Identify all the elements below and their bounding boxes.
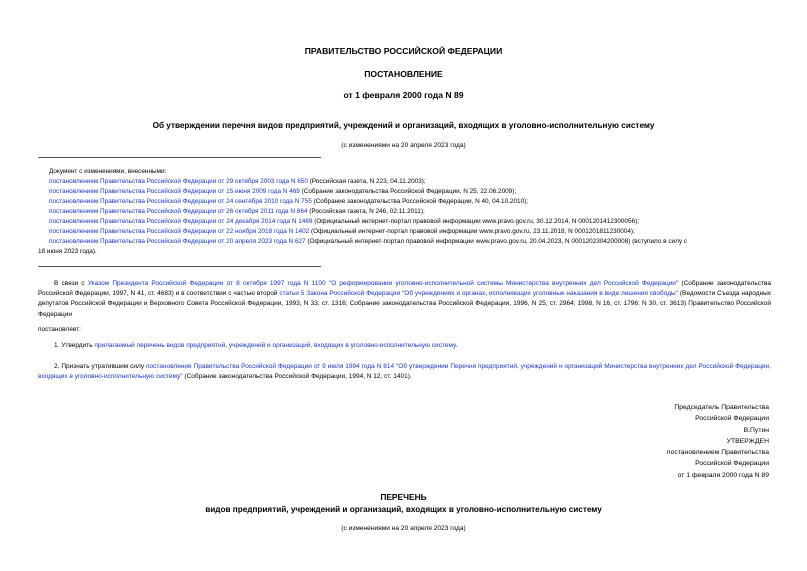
item-text: (Собрание законодательства Российской Федерации, 1994, N 12, ст. 1401). bbox=[182, 373, 412, 381]
preamble-paragraph bbox=[38, 279, 771, 320]
change-source: (Официальный интернет-портал правовой информации www.pravo.gov.ru, 20.04.2023, N 0001202304200008) (вступило в силу с bbox=[305, 238, 688, 245]
document-date-number: от 1 февраля 2000 года N 89 bbox=[343, 90, 464, 100]
change-last-line: 18 июня 2023 года). bbox=[38, 248, 97, 255]
item-text: 1. Утвердить bbox=[54, 342, 95, 349]
change-item bbox=[49, 187, 784, 197]
approval-line: Российской Федерации bbox=[695, 460, 769, 468]
signature-line: В.Путин bbox=[743, 426, 769, 434]
list-revision-note: (с изменениями на 20 апреля 2023 года) bbox=[341, 525, 466, 532]
change-link[interactable]: постановлением Правительства Российской Федерации от 26 октября 2011 года N 864 bbox=[49, 208, 308, 215]
change-link[interactable]: постановлением Правительства Российской Федерации от 24 декабря 2014 года N 1469 bbox=[49, 218, 313, 225]
document-title: Об утверждении перечня видов предприятий, учреждений и организаций, входящих в уголовно-исполнительную систему bbox=[152, 121, 655, 130]
change-source: (Российская газета, N 223, 04.11.2003); bbox=[307, 178, 426, 185]
change-item bbox=[49, 237, 784, 247]
changes-intro: Документ с изменениями, внесенными: bbox=[49, 168, 167, 175]
preamble-text: (Ведомости Съезда народных депутатов Российской Федерации и Верховного Совета Российской Федерации, 1993, N 33, ст. 1316; Собрание законодательства Российской Федерации, 1996, N 25, ст. 2964; 1998, N 16, ст. 1796; N 30, ст. 3613) Правительство Российской Федерации bbox=[38, 290, 771, 318]
list-subtitle: видов предприятий, учреждений и организаций, входящих в уголовно-исполнительную систему bbox=[205, 505, 602, 514]
document-type: ПОСТАНОВЛЕНИЕ bbox=[364, 69, 443, 79]
change-link[interactable]: постановлением Правительства Российской Федерации от 24 сентября 2010 года N 755 bbox=[49, 198, 312, 205]
change-link[interactable]: постановлением Правительства Российской Федерации от 22 ноября 2018 года N 1402 bbox=[49, 228, 310, 235]
change-link[interactable]: постановлением Правительства Российской Федерации от 29 октября 2003 года N 650 bbox=[49, 178, 308, 185]
decree-link[interactable]: Указом Президента Российской Федерации от 8 октября 1997 года N 1100 "О реформировании уголовно-исполнительной системы Министерства внутренних дел Российской Федерации" bbox=[87, 280, 679, 287]
item-1 bbox=[38, 341, 771, 351]
change-source: (Российская газета, N 246, 02.11.2011); bbox=[307, 208, 425, 215]
signature-line: Председатель Правительства bbox=[674, 404, 769, 411]
changes-bottom-divider bbox=[38, 266, 321, 267]
resolves-label: постановляет: bbox=[38, 326, 81, 333]
change-link[interactable]: постановлением Правительства Российской Федерации от 15 июня 2009 года N 469 bbox=[49, 188, 300, 195]
approval-line: постановлением Правительства bbox=[666, 449, 769, 457]
signature-line: Российской Федерации bbox=[695, 415, 769, 423]
approval-line: от 1 февраля 2000 года N 89 bbox=[677, 471, 769, 479]
change-link[interactable]: постановлением Правительства Российской Федерации от 20 апреля 2023 года N 627 bbox=[49, 238, 306, 245]
change-source: (Официальный интернет-портал правовой информации www.pravo.gov.ru, 30.12.2014, N 0001201412300056); bbox=[312, 218, 640, 225]
change-source: (Официальный интернет-портал правовой информации www.pravo.gov.ru, 23.11.2018, N 0001201811230004); bbox=[309, 228, 635, 235]
approved-list-link[interactable]: прилагаемый перечень видов предприятий, учреждений и организаций, входящих в уголовно-исполнительную систему bbox=[94, 342, 456, 349]
approval-line: УТВЕРЖДЕН bbox=[726, 437, 769, 445]
change-item bbox=[49, 177, 784, 187]
government-name: ПРАВИТЕЛЬСТВО РОССИЙСКОЙ ФЕДЕРАЦИИ bbox=[304, 46, 503, 56]
law-article-link[interactable]: статьи 5 Закона Российской Федерации "Об учреждениях и органах, исполняющих уголовные наказания в виде лишения свободы" bbox=[279, 290, 679, 298]
item-text: . bbox=[455, 342, 458, 349]
preamble-text: (Собрание законодательства Российской Федерации, 1997, N 41, ст. 4683) и в соответствии с частью второй bbox=[38, 280, 771, 298]
preamble-text: В связи с bbox=[54, 280, 88, 287]
changes-top-divider bbox=[38, 157, 321, 158]
change-item bbox=[49, 197, 784, 207]
list-title: ПЕРЕЧЕНЬ bbox=[380, 492, 427, 502]
item-2 bbox=[38, 362, 771, 382]
change-item bbox=[49, 207, 784, 217]
revision-note: (с изменениями на 20 апреля 2023 года) bbox=[341, 142, 466, 149]
change-item bbox=[49, 227, 784, 237]
change-source: (Собрание законодательства Российской Федерации, N 40, 04.10.2010); bbox=[311, 198, 529, 205]
item-text: 2. Признать утратившим силу bbox=[54, 363, 146, 370]
repealed-resolution-link[interactable]: постановление Правительства Российской Федерации от 9 июля 1994 года N 814 "Об утверждении Перечня предприятий, учреждений и организаций Министерства внутренних дел Российской Федерации, входящих в уголовно-исполнительную систему" bbox=[38, 363, 771, 381]
signature-block bbox=[519, 402, 769, 481]
change-source: (Собрание законодательства Российской Федерации, N 25, 22.06.2009); bbox=[299, 188, 517, 195]
change-item bbox=[49, 217, 784, 227]
